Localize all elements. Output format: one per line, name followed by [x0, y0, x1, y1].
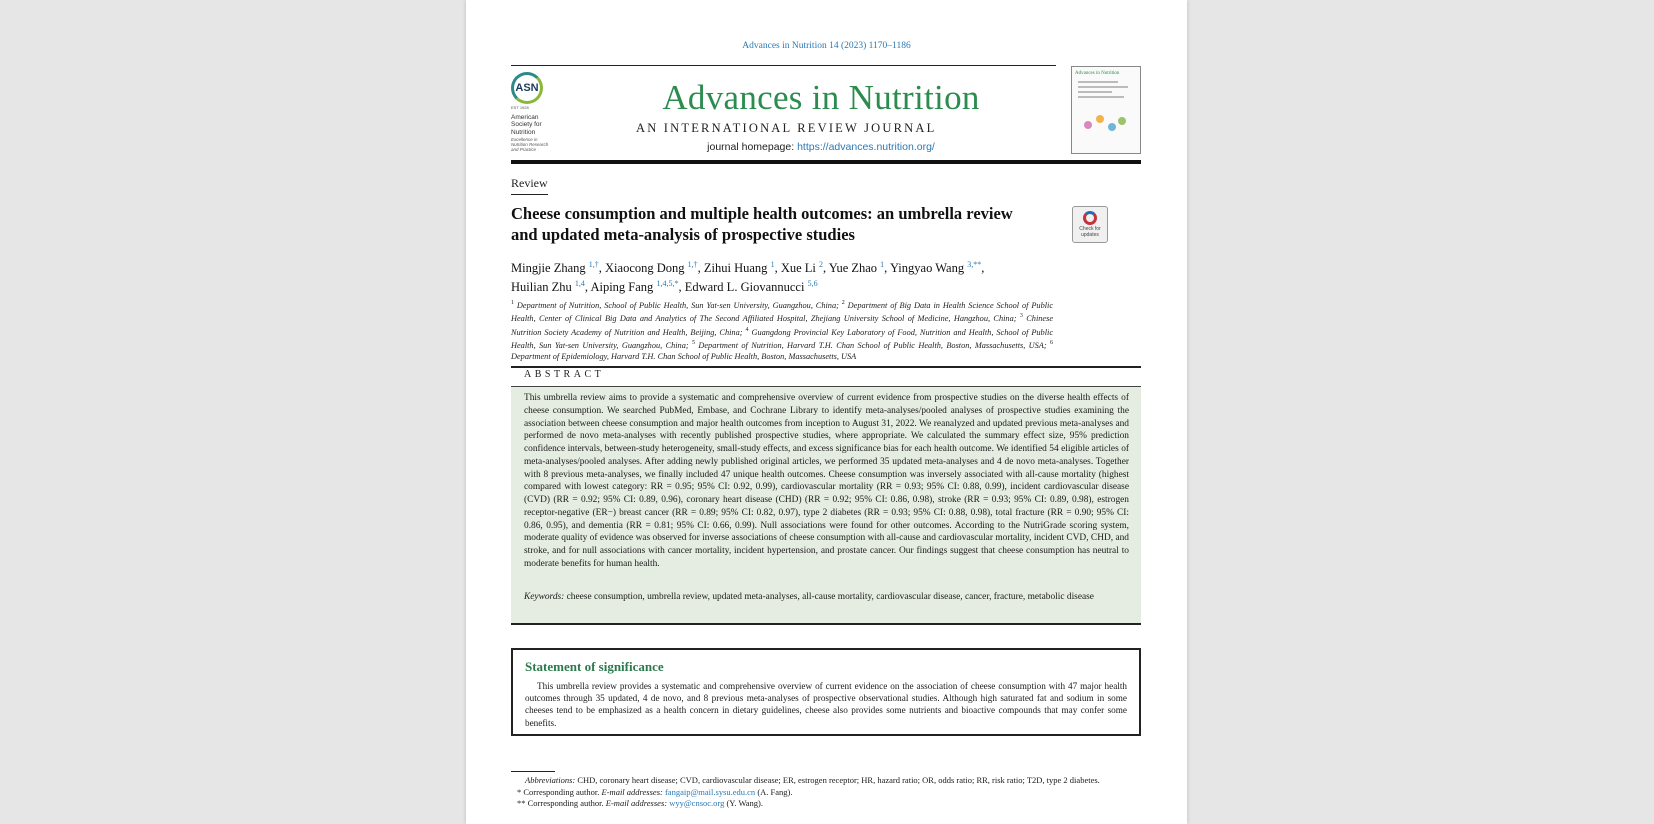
affiliation-number: 3 — [1019, 313, 1023, 320]
journal-masthead — [511, 66, 1056, 160]
author-affiliation-link[interactable]: 3,** — [967, 260, 982, 269]
author-name: Xiaocong Dong — [605, 261, 685, 276]
keywords-label: Keywords: — [524, 592, 565, 602]
affiliation-number: 2 — [841, 300, 845, 306]
affiliation: Department of Nutrition, Harvard T.H. Chan School of Public Health, Boston, Massachusetts, USA; — [698, 340, 1047, 350]
affiliation: Chinese Nutrition Society Academy of Nutrition and Health, Beijing, China; — [511, 314, 1053, 337]
author-list: Mingjie Zhang $^{1,\dagger}$, Xiaocong Dong $^{1,\dagger}$, Zihui Huang $^1$, Xue Li $^2$, Yue Zhao $^1$, Yingyao Wang $^{3,**}$, Huilian Zhu $^{1,4}$, Aiping Fang $^{1,4,5,*}$, Edward L. Giovannucci $^{5,6}$ — [511, 260, 985, 295]
author-affiliation-link[interactable]: 1 — [770, 260, 775, 269]
author-name: Yingyao Wang — [889, 261, 965, 276]
email-link[interactable]: wyy@cnsoc.org — [669, 798, 725, 808]
email-link[interactable]: fangaip@mail.sysu.edu.cn — [664, 786, 756, 797]
author-affiliation-link[interactable]: 1,4,5,* — [656, 279, 679, 289]
cover-graphic — [1084, 115, 1128, 137]
corresponding-author-name: (A. Fang). — [757, 786, 793, 797]
abstract-top-rule — [511, 366, 1141, 368]
abstract-heading: ABSTRACT — [524, 369, 605, 380]
journal-cover-thumbnail — [1071, 66, 1141, 154]
keywords — [524, 591, 1129, 604]
asn-since: EST 1928 — [511, 105, 529, 110]
author-affiliation-link[interactable]: 1,4 — [574, 279, 585, 289]
affiliation-number: 5 — [692, 340, 695, 347]
journal-subtitle: AN INTERNATIONAL REVIEW JOURNAL — [636, 121, 937, 135]
affiliation-number: 1 — [511, 300, 514, 306]
homepage-link[interactable]: https://advances.nutrition.org/ — [797, 141, 935, 153]
cover-title: Advances in Nutrition — [1075, 71, 1120, 76]
author-affiliation-link[interactable]: 1 — [880, 260, 885, 269]
crossmark-icon — [1083, 211, 1097, 225]
email-label: E-mail addresses: — [601, 786, 663, 797]
abstract-text: This umbrella review aims to provide a systematic and comprehensive overview of current evidence from prospective studies on the diverse health effects of cheese consumption. We searched PubMed, Embase, and Cochrane Library to identify meta-analyses/pooled analyses of prospective studies examining the association between cheese consumption and major health outcomes from inception to August 31, 2022. We reanalyzed and updated previous meta-analyses and performed de novo meta-analyses with recently published prospective studies, where appropriate. We calculated the summary effect size, 95% prediction confidence intervals, between-study heterogeneity, small-study effects, and excess significance bias for each health outcome. We identified 54 eligible articles of meta-analyses/pooled analyses. After adding newly published original articles, we performed 35 updated meta-analyses and 4 de novo meta-analyses. Together with 8 previous meta-analyses, we finally included 47 unique health outcomes. Cheese consumption was inversely associated with all-cause mortality (highest compared with lowest category: RR = 0.95; 95% CI: 0.92, 0.99), cardiovascular mortality (RR = 0.93; 95% CI: 0.88, 0.99), incident cardiovascular disease (CVD) (RR = 0.92; 95% CI: 0.89, 0.96), coronary heart disease (CHD) (RR = 0.92; 95% CI: 0.86, 0.98), stroke (RR = 0.93; 95% CI: 0.89, 0.98), estrogen receptor-negative (ER−) breast cancer (RR = 0.89; 95% CI: 0.82, 0.97), type 2 diabetes (RR = 0.93; 95% CI: 0.88, 0.98), total fracture (RR = 0.90; 95% CI: 0.86, 0.95), and dementia (RR = 0.81; 95% CI: 0.66, 0.99). Null associations were found for other outcomes. According to the NutriGrade scoring system, moderate quality of evidence was observed for inverse associations of cheese consumption with all-cause and cardiovascular mortality, incident CVD, CHD, and stroke, and for null associations with cancer mortality, incident hypertension, and prostate cancer. Our findings suggest that cheese consumption has neutral to moderate benefits for human health. — [524, 393, 1129, 569]
significance-title: Statement of significance — [525, 659, 664, 674]
footnote-mark: ** — [517, 798, 526, 808]
corresponding-author-name: (Y. Wang). — [726, 798, 764, 808]
author-name: Xue Li — [780, 261, 816, 276]
journal-title: Advances in Nutrition — [662, 78, 980, 117]
affiliation: Department of Big Data in Health Science School of Public Health, Center of Clinical Big Data and Analytics of The Second Affiliated Hospital, Zhejiang University School of Medicine, Hangzhou, China; — [511, 300, 1054, 324]
affiliation-number: 4 — [745, 326, 749, 333]
author-name: Huilian Zhu — [511, 280, 572, 295]
abstract-box — [511, 386, 1141, 625]
article-type: Review — [511, 176, 548, 195]
affiliation: Department of Nutrition, School of Public Health, Sun Yat-sen University, Guangzhou, China; — [516, 300, 839, 310]
homepage-label: journal homepage: — [707, 141, 795, 153]
author-name: Yue Zhao — [828, 261, 878, 276]
abbreviations-footnote — [511, 775, 1141, 787]
author-name: Edward L. Giovannucci — [684, 280, 805, 295]
affiliations — [511, 298, 1053, 363]
email-label: E-mail addresses: — [605, 798, 668, 808]
footnote-rule — [511, 771, 555, 772]
masthead-bottom-rule — [511, 160, 1141, 164]
asn-logo-text: ASN — [515, 82, 539, 94]
author-affiliation-link[interactable]: 5,6 — [807, 279, 818, 289]
asn-tagline: Excellence in Nutrition Research and Practice — [511, 137, 549, 153]
asn-name-line: Nutrition — [511, 128, 536, 136]
affiliation: Guangdong Provincial Key Laboratory of Food, Nutrition and Health, School of Public Health, Sun Yat-sen University, Guangzhou, China; — [511, 327, 1053, 350]
corresponding-author-footnote — [511, 798, 1141, 810]
abbreviations-text: CHD, coronary heart disease; CVD, cardiovascular disease; ER, estrogen receptor; HR, hazard ratio; OR, odds ratio; RR, risk ratio; T2D, type 2 diabetes. — [577, 775, 1100, 785]
author-affiliation-link[interactable]: 1,† — [687, 260, 698, 269]
author-affiliation-link[interactable]: 1,† — [588, 260, 599, 269]
journal-homepage — [511, 141, 1131, 153]
author-name: Mingjie Zhang — [511, 261, 586, 276]
keywords-text: cheese consumption, umbrella review, updated meta-analyses, all-cause mortality, cardiovascular disease, cancer, fracture, metabolic disease — [566, 592, 1094, 602]
footnotes — [511, 775, 1141, 810]
affiliation: Department of Epidemiology, Harvard T.H. Chan School of Public Health, Boston, Massachusetts, USA — [511, 352, 857, 362]
journal-citation[interactable]: Advances in Nutrition 14 (2023) 1170–1186 — [742, 41, 911, 51]
corresponding-author-footnote — [511, 787, 1141, 799]
check-for-updates-label: Check for updates — [1079, 226, 1101, 238]
author-name: Aiping Fang — [590, 280, 654, 295]
author-name: Zihui Huang — [703, 261, 768, 276]
statement-of-significance — [511, 648, 1141, 736]
check-for-updates-button[interactable] — [1072, 206, 1108, 243]
pdf-page — [466, 0, 1187, 824]
asn-name-line: American — [511, 114, 539, 121]
abbreviations-label: Abbreviations: — [525, 775, 576, 785]
author-affiliation-link[interactable]: 2 — [819, 260, 823, 269]
corresponding-author-label: Corresponding author. — [527, 798, 604, 808]
corresponding-author-label: Corresponding author. — [523, 786, 600, 797]
footnote-mark: * — [517, 786, 522, 797]
paper-title: Cheese consumption and multiple health outcomes: an umbrella review and updated meta-analysis of prospective studies — [511, 204, 1013, 244]
asn-name-line: Society for — [511, 121, 542, 129]
affiliation-number: 6 — [1050, 340, 1054, 347]
significance-text: This umbrella review provides a systematic and comprehensive overview of current evidence on the association of cheese consumption with 47 major health outcomes through 35 updated, 4 de novo, and 8 previous meta-analyses of prospective observational studies. Although high saturated fat and sodium in some cheeses tend to be emphasized as a health concern in dietary guidelines, cheese also provides some nutrients and bioactive compounds that may confer some benefits. — [525, 681, 1127, 728]
